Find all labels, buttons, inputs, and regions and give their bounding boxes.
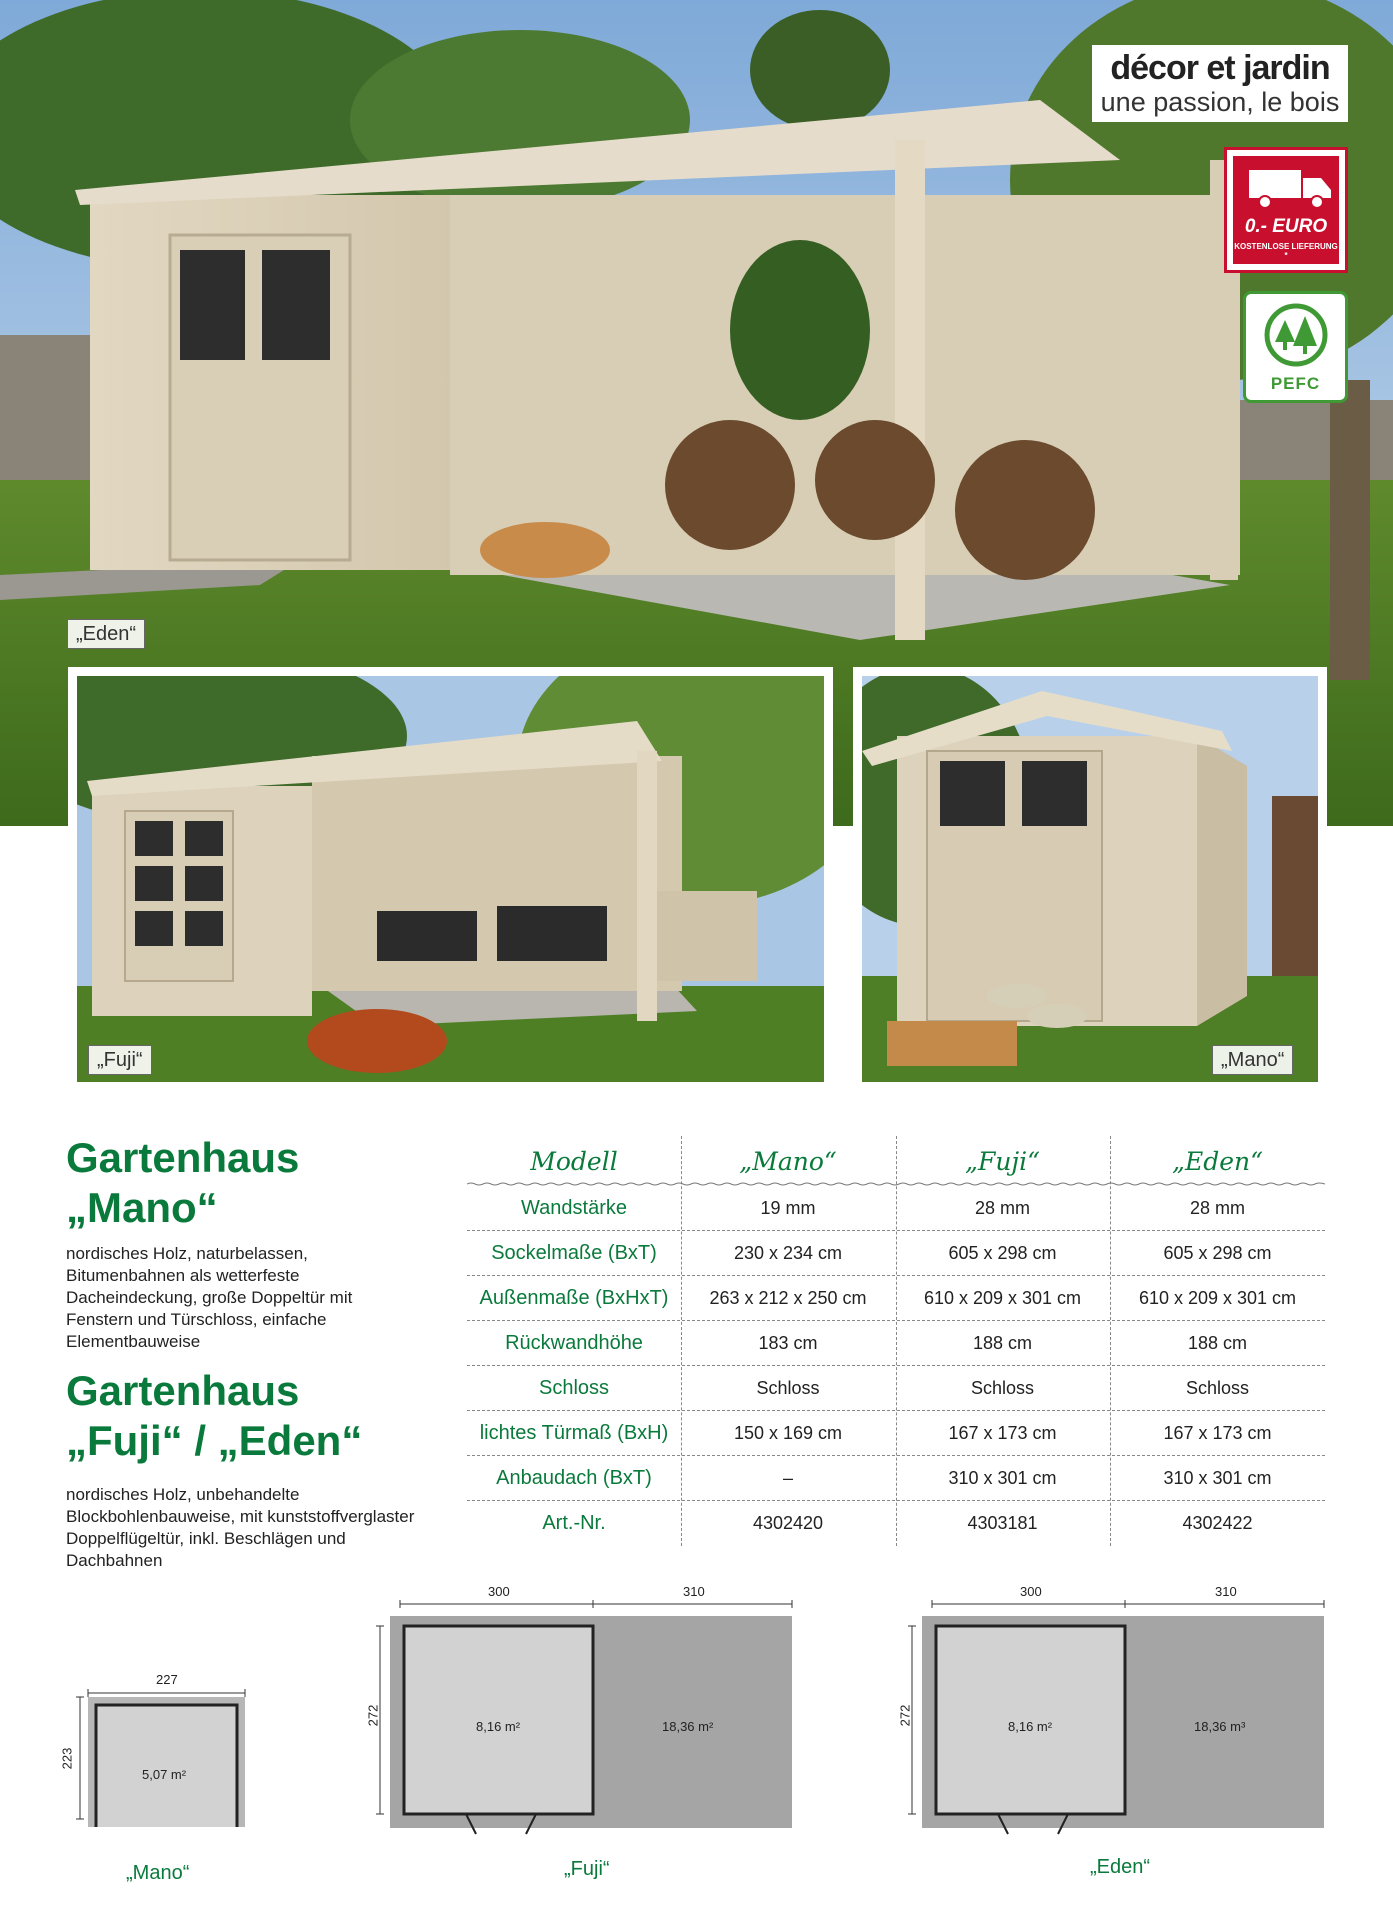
row-label: Anbaudach (BxT) <box>496 1467 652 1489</box>
row-label: lichtes Türmaß (BxH) <box>479 1422 669 1444</box>
header-mano: „Mano“ <box>739 1146 837 1176</box>
cell-mano: 183 cm <box>758 1333 818 1353</box>
table-row <box>467 1276 1325 1321</box>
brand-name: décor et jardin <box>1110 49 1330 87</box>
fuji-caption: „Fuji“ <box>88 1045 152 1075</box>
truck-icon <box>1247 166 1333 212</box>
header-eden: „Eden“ <box>1172 1146 1263 1176</box>
cell-eden: 167 x 173 cm <box>1163 1423 1272 1443</box>
mano-width-dim: 227 <box>156 1672 178 1687</box>
table-header-row <box>467 1136 1325 1186</box>
fuji-roof-width-dim: 310 <box>683 1584 705 1599</box>
header-model: Modell <box>530 1146 618 1176</box>
fuji-eden-heading-line1: Gartenhaus <box>66 1367 300 1414</box>
cell-fuji: Schloss <box>970 1378 1035 1398</box>
row-label: Rückwandhöhe <box>505 1332 643 1354</box>
cell-mano: 150 x 169 cm <box>733 1423 843 1443</box>
brand-logo <box>1092 45 1348 122</box>
row-label: Wandstärke <box>521 1197 627 1219</box>
cell-eden: 605 x 298 cm <box>1163 1243 1272 1263</box>
cell-mano: 263 x 212 x 250 cm <box>709 1288 867 1308</box>
table-row <box>467 1186 1325 1231</box>
table-row <box>467 1366 1325 1411</box>
mano-plan-label: „Mano“ <box>126 1862 190 1884</box>
pefc-badge <box>1243 291 1348 403</box>
row-label: Schloss <box>538 1377 610 1399</box>
delivery-price: 0.- EURO <box>1244 216 1328 237</box>
cell-eden: 28 mm <box>1189 1198 1245 1218</box>
fuji-eden-heading <box>66 1366 362 1466</box>
table-row <box>467 1456 1325 1501</box>
eden-depth-dim: 272 <box>897 1704 913 1727</box>
cell-mano: 4302420 <box>752 1513 824 1533</box>
cell-fuji: 28 mm <box>974 1198 1030 1218</box>
cell-fuji: 605 x 298 cm <box>948 1243 1057 1263</box>
cell-eden: 310 x 301 cm <box>1163 1468 1272 1488</box>
mano-heading <box>66 1133 299 1233</box>
fuji-roof-area: 18,36 m² <box>662 1719 714 1734</box>
fuji-house-area: 8,16 m² <box>476 1719 521 1734</box>
row-label: Sockelmaße (BxT) <box>491 1242 657 1264</box>
row-label: Art.-Nr. <box>542 1512 606 1534</box>
mano-heading-line1: Gartenhaus <box>66 1134 300 1181</box>
spec-table <box>467 1136 1325 1546</box>
mano-caption: „Mano“ <box>1212 1045 1293 1075</box>
eden-roof-area: 18,36 m³ <box>1194 1719 1246 1734</box>
cell-fuji: 167 x 173 cm <box>948 1423 1057 1443</box>
fuji-depth-dim: 272 <box>365 1704 381 1727</box>
cell-mano: 230 x 234 cm <box>733 1243 843 1263</box>
header-fuji: „Fuji“ <box>965 1146 1040 1176</box>
eden-house-area: 8,16 m² <box>1008 1719 1053 1734</box>
eden-caption: „Eden“ <box>67 619 145 649</box>
delivery-text: KOSTENLOSE LIEFERUNG * <box>1234 242 1338 260</box>
fuji-photo <box>68 667 833 1091</box>
mano-depth-dim: 223 <box>59 1747 75 1770</box>
cell-fuji: 4303181 <box>967 1513 1038 1533</box>
mano-area: 5,07 m² <box>142 1767 187 1782</box>
row-label: Außenmaße (BxHxT) <box>479 1287 669 1309</box>
table-row <box>467 1411 1325 1456</box>
free-delivery-badge <box>1224 147 1348 273</box>
eden-roof-width-dim: 310 <box>1215 1584 1237 1599</box>
table-row <box>467 1501 1325 1546</box>
cell-eden: 188 cm <box>1187 1333 1248 1353</box>
eden-plan-label: „Eden“ <box>1090 1856 1151 1878</box>
fuji-floorplan <box>365 1584 800 1904</box>
fuji-house-width-dim: 300 <box>488 1584 510 1599</box>
eden-house-width-dim: 300 <box>1020 1584 1042 1599</box>
cell-eden: 610 x 209 x 301 cm <box>1138 1288 1297 1308</box>
fuji-eden-description: nordisches Holz, unbehandelte Blockbohlenbauweise, mit kunststoffverglaster Doppelflügeltür, inkl. Beschlägen und Dachbahnen <box>66 1485 415 1570</box>
mano-floorplan <box>60 1667 260 1897</box>
cell-fuji: 310 x 301 cm <box>948 1468 1057 1488</box>
pefc-tree-icon <box>1263 302 1329 368</box>
cell-eden: Schloss <box>1185 1378 1250 1398</box>
eden-floorplan <box>897 1584 1332 1904</box>
cell-mano: 19 mm <box>760 1198 816 1218</box>
cell-fuji: 610 x 209 x 301 cm <box>923 1288 1082 1308</box>
mano-heading-line2: „Mano“ <box>66 1184 218 1231</box>
table-row <box>467 1231 1325 1276</box>
mano-photo <box>853 667 1327 1091</box>
fuji-plan-label: „Fuji“ <box>564 1858 610 1880</box>
cell-mano: Schloss <box>756 1378 820 1398</box>
table-row <box>467 1321 1325 1366</box>
cell-eden: 4302422 <box>1182 1513 1253 1533</box>
fuji-eden-heading-line2: „Fuji“ / „Eden“ <box>66 1417 363 1464</box>
pefc-label: PEFC <box>1270 374 1321 393</box>
cell-fuji: 188 cm <box>972 1333 1033 1353</box>
cell-mano: – <box>782 1468 793 1488</box>
mano-description: nordisches Holz, naturbelassen, Bitumenbahnen als wetterfeste Dacheindeckung, große Doppeltür mit Fenstern und Türschloss, einfache Elementbauweise <box>66 1244 353 1351</box>
brand-tagline: une passion, le bois <box>1100 87 1340 117</box>
